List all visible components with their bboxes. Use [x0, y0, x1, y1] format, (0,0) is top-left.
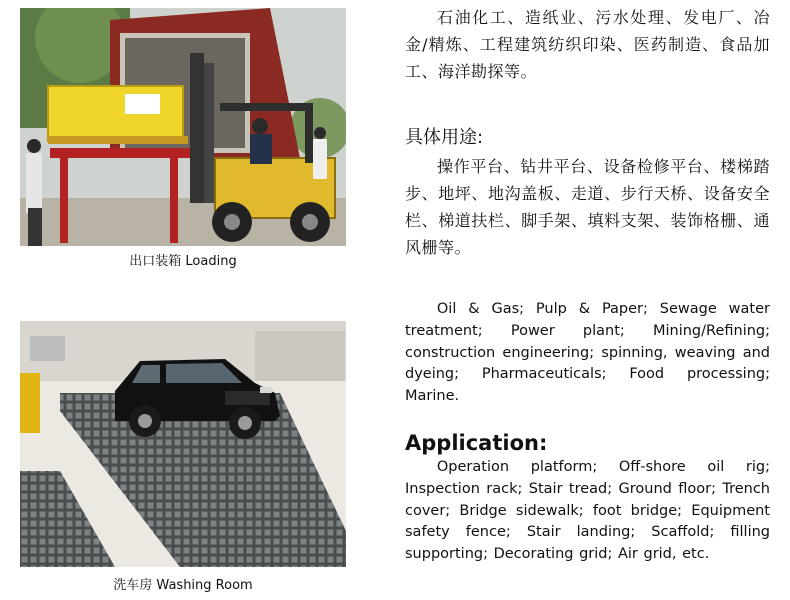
- chinese-uses-heading: 具体用途:: [405, 127, 484, 148]
- english-industries-paragraph: Oil & Gas; Pulp & Paper; Sewage water treatment; Power plant; Mining/Refining; construction engineering; spinning, weaving and dyeing; Pharmaceuticals; Food processing; Marine.: [405, 301, 770, 405]
- loading-photo: [20, 8, 346, 246]
- chinese-uses-paragraph: 操作平台、钻井平台、设备检修平台、楼梯踏步、地坪、地沟盖板、走道、步行天桥、设备安全栏、梯道扶栏、脚手架、填料支架、装饰格栅、通风栅等。: [405, 157, 770, 257]
- application-paragraph: Operation platform; Off-shore oil rig; Inspection rack; Stair tread; Ground floor; Trench cover; Bridge sidewalk; foot bridge; Equipment safety fence; Stair landing; Scaffold; filling supporting; Decorating grid; Air grid, etc.: [405, 459, 770, 563]
- forklift-loading-illustration: [20, 8, 346, 246]
- washing-room-photo: [20, 321, 346, 567]
- chinese-industries-paragraph: 石油化工、造纸业、污水处理、发电厂、冶金/精炼、工程建筑纺织印染、医药制造、食品加工、海洋勘探等。: [405, 8, 770, 81]
- car-on-grating-illustration: [20, 321, 346, 567]
- washing-room-caption: 洗车房 Washing Room: [113, 578, 253, 593]
- application-heading: Application:: [405, 431, 548, 455]
- loading-caption: 出口装箱 Loading: [129, 254, 237, 269]
